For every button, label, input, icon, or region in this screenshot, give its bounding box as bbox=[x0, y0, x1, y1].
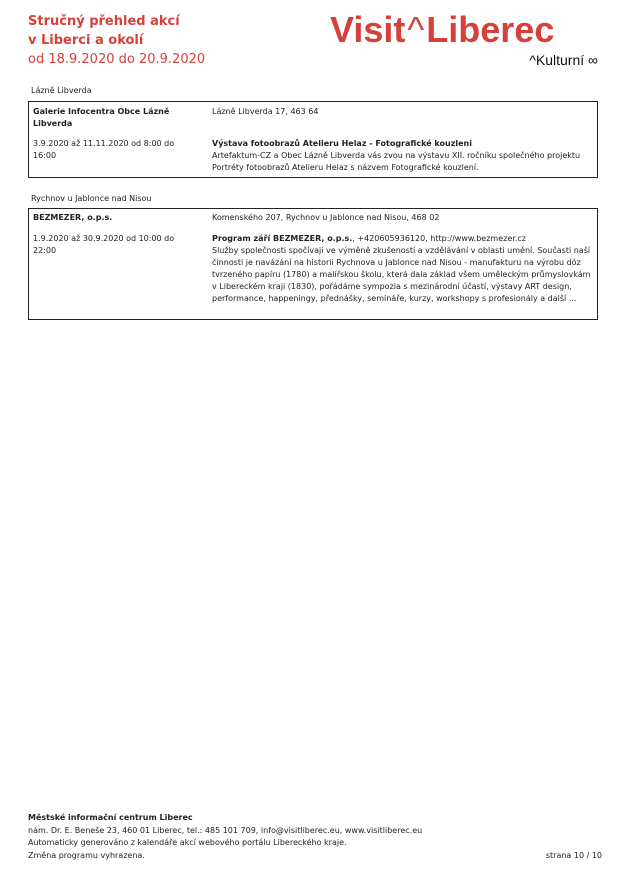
document-title bbox=[28, 12, 205, 69]
event-description: Služby společnosti spočívají ve výměně zkušeností a vzdělávání v oblasti umění. Současti naší činnosti je navázání na historii Rychnova u Jablonce nad Nisou - manufakturu na výrobu dóz tvrzeného papíru (1780) a malířskou školu, která dala základ všem uměleckým průmyslovkám v Libereckém kraji (1830), pořádáme sympozia s mezinárodní účastí, výstavy ART design, performance, happeningy, přednášky, semináře, kurzy, workshopy s profesionály a další ... bbox=[212, 246, 591, 303]
footer-address: nám. Dr. E. Beneše 23, 460 01 Liberec, tel.: 485 101 709, info@visitliberec.eu, www.visitliberec.eu bbox=[28, 825, 423, 835]
logo-brand-left: Visit bbox=[330, 9, 406, 50]
date-range: od 18.9.2020 do 20.9.2020 bbox=[28, 52, 206, 67]
event-title: Výstava fotoobrazů Atelieru Helaz - Fotografické kouzleni bbox=[212, 139, 472, 148]
page-number: strana 10 / 10 bbox=[545, 850, 602, 860]
logo-caret: ^ bbox=[407, 9, 425, 50]
event-card bbox=[28, 101, 598, 178]
event-date: 1.9.2020 až 30.9.2020 od 10:00 do 22:00 bbox=[33, 234, 175, 255]
event-venue: Galerie Infocentra Obce Lázně Libverda bbox=[33, 107, 170, 128]
event-title: Program září BEZMEZER, o.p.s. bbox=[212, 234, 353, 243]
event-details bbox=[212, 138, 592, 174]
footer-generated: Automaticky generováno z kalendáře akcí webového portálu Libereckého kraje. bbox=[28, 838, 347, 847]
event-address: Lázně Libverda 17, 463 64 bbox=[212, 107, 319, 116]
logo-subtitle: ^Kulturní ∞ bbox=[529, 52, 598, 68]
footer-notice: Změna programu vyhrazena. bbox=[28, 850, 145, 860]
section-location: Lázně Libverda bbox=[31, 86, 92, 95]
logo-wordmark bbox=[330, 8, 554, 52]
event-details bbox=[212, 233, 596, 305]
logo-brand-right: Liberec bbox=[426, 9, 555, 50]
event-date: 3.9.2020 až 11.11.2020 od 8:00 do 16:00 bbox=[33, 139, 175, 160]
event-description: Artefaktum-CZ a Obec Lázně Libverda vás zvou na výstavu XII. ročníku společného projektu Portréty fotoobrazů Atelieru Helaz s názvem Fotografické kouzlení. bbox=[212, 151, 581, 172]
event-address: Komenského 207, Rychnov u Jablonce nad Nisou, 468 02 bbox=[212, 213, 440, 222]
visit-liberec-logo bbox=[330, 8, 602, 70]
section-location: Rychnov u Jablonce nad Nisou bbox=[31, 194, 152, 203]
event-venue: BEZMEZER, o.p.s. bbox=[33, 213, 113, 222]
footer-org: Městské informační centrum Liberec bbox=[28, 813, 193, 822]
event-card bbox=[28, 208, 598, 320]
page-footer bbox=[28, 812, 602, 862]
title-line-1: Stručný přehled akcí bbox=[28, 14, 180, 29]
event-contact: , +420605936120, http://www.bezmezer.cz bbox=[352, 234, 526, 243]
title-line-2: v Liberci a okolí bbox=[28, 33, 144, 48]
